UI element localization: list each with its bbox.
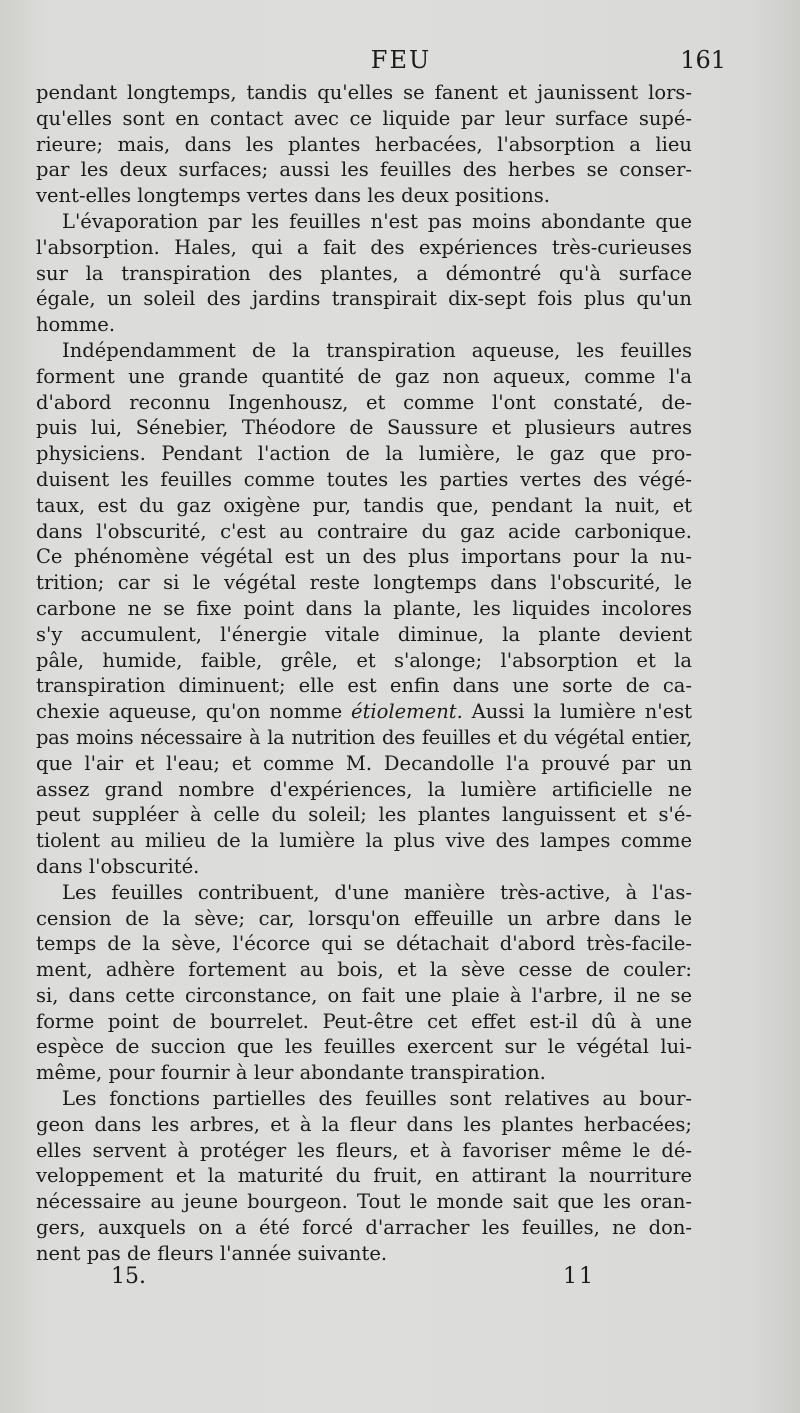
text-line: que l'air et l'eau; et comme M. Decandolle l'a prouvé par un (36, 751, 692, 775)
text-line-with-italic (36, 699, 692, 725)
text-line: veloppement et la maturité du fruit, en attirant la nourriture (36, 1164, 692, 1188)
paragraph-1 (36, 80, 692, 209)
line-start: chexie aqueuse, qu'on nomme (36, 700, 343, 724)
running-title: FEU (370, 46, 432, 74)
text-line: rieure; mais, dans les plantes herbacées, l'absorption a lieu (36, 132, 692, 156)
text-line: taux, est du gaz oxigène pur, tandis que, pendant la nuit, et (36, 493, 692, 517)
text-line: geon dans les arbres, et à la fleur dans les plantes herbacées; (36, 1112, 692, 1136)
paragraph-3 (36, 338, 692, 880)
paragraph-4 (36, 880, 692, 1086)
text-line: tiolent au milieu de la lumière la plus vive des lampes comme (36, 829, 692, 853)
paragraph-5 (36, 1086, 692, 1267)
text-line: égale, un soleil des jardins transpirait dix-sept fois plus qu'un (36, 287, 692, 311)
text-line: nécessaire au jeune bourgeon. Tout le monde sait que les oran- (36, 1190, 692, 1214)
paragraph-2 (36, 209, 692, 338)
text-line: pâle, humide, faible, grêle, et s'alonge; l'absorption et la (36, 648, 692, 672)
signature-mark: 15. (111, 1264, 146, 1289)
text-line: sur la transpiration des plantes, a démontré qu'à surface (36, 261, 692, 285)
body-text (36, 80, 692, 1267)
folio-number: 11 (563, 1264, 595, 1289)
text-line: nent pas de fleurs l'année suivante. (36, 1241, 388, 1265)
text-line: pendant longtemps, tandis qu'elles se fanent et jaunissent lors- (36, 81, 692, 104)
text-line: qu'elles sont en contact avec ce liquide par leur surface supé- (36, 106, 692, 130)
text-line: s'y accumulent, l'énergie vitale diminue, la plante devient (36, 622, 692, 646)
text-line: par les deux surfaces; aussi les feuilles des herbes se conser- (36, 158, 692, 182)
text-line: Indépendamment de la transpiration aqueuse, les feuilles (62, 338, 692, 362)
text-line: forme point de bourrelet. Peut-être cet effet est-il dû à une (36, 1009, 692, 1033)
text-line: pas moins nécessaire à la nutrition des feuilles et du végétal entier, (36, 725, 692, 749)
text-line: même, pour fournir à leur abondante transpiration. (36, 1061, 546, 1085)
text-line: vent-elles longtemps vertes dans les deux positions. (36, 184, 551, 208)
text-line: gers, auxquels on a été forcé d'arracher les feuilles, ne don- (36, 1216, 692, 1240)
text-line: d'abord reconnu Ingenhousz, et comme l'ont constaté, de- (36, 390, 692, 414)
text-line: homme. (36, 313, 116, 337)
text-line: carbone ne se fixe point dans la plante, les liquides incolores (36, 596, 692, 620)
running-head (36, 46, 766, 78)
text-line: ment, adhère fortement au bois, et la sève cesse de couler: (36, 958, 692, 982)
line-end: Aussi la lumière n'est (471, 700, 693, 724)
text-line: peut suppléer à celle du soleil; les plantes languissent et s'é- (36, 803, 692, 827)
text-line: cension de la sève; car, lorsqu'on effeuille un arbre dans le (36, 906, 692, 930)
text-line: assez grand nombre d'expériences, la lumière artificielle ne (36, 777, 692, 801)
text-line: temps de la sève, l'écorce qui se détachait d'abord très-facile- (36, 932, 692, 956)
text-line: elles servent à protéger les fleurs, et à favoriser même le dé- (36, 1138, 692, 1162)
text-line: dans l'obscurité. (36, 854, 200, 878)
text-line: physiciens. Pendant l'action de la lumière, le gaz que pro- (36, 442, 692, 466)
text-line: L'évaporation par les feuilles n'est pas moins abondante que (62, 209, 692, 233)
text-line: puis lui, Sénebier, Théodore de Saussure et plusieurs autres (36, 416, 692, 440)
italic-term: étiolement. (351, 700, 463, 724)
text-line: transpiration diminuent; elle est enfin dans une sorte de ca- (36, 674, 692, 698)
text-line: Ce phénomène végétal est un des plus importans pour la nu- (36, 545, 692, 569)
page-number: 161 (680, 46, 726, 74)
text-line: Les feuilles contribuent, d'une manière très-active, à l'as- (62, 880, 692, 904)
text-line: trition; car si le végétal reste longtemps dans l'obscurité, le (36, 571, 692, 595)
text-line: dans l'obscurité, c'est au contraire du gaz acide carbonique. (36, 519, 692, 543)
text-line: espèce de succion que les feuilles exercent sur le végétal lui- (36, 1035, 692, 1059)
text-line: si, dans cette circonstance, on fait une plaie à l'arbre, il ne se (36, 983, 692, 1007)
text-line: duisent les feuilles comme toutes les parties vertes des végé- (36, 467, 692, 491)
text-line: forment une grande quantité de gaz non aqueux, comme l'a (36, 364, 692, 388)
text-line: Les fonctions partielles des feuilles sont relatives au bour- (62, 1087, 692, 1111)
text-line: l'absorption. Hales, qui a fait des expériences très-curieuses (36, 235, 692, 259)
